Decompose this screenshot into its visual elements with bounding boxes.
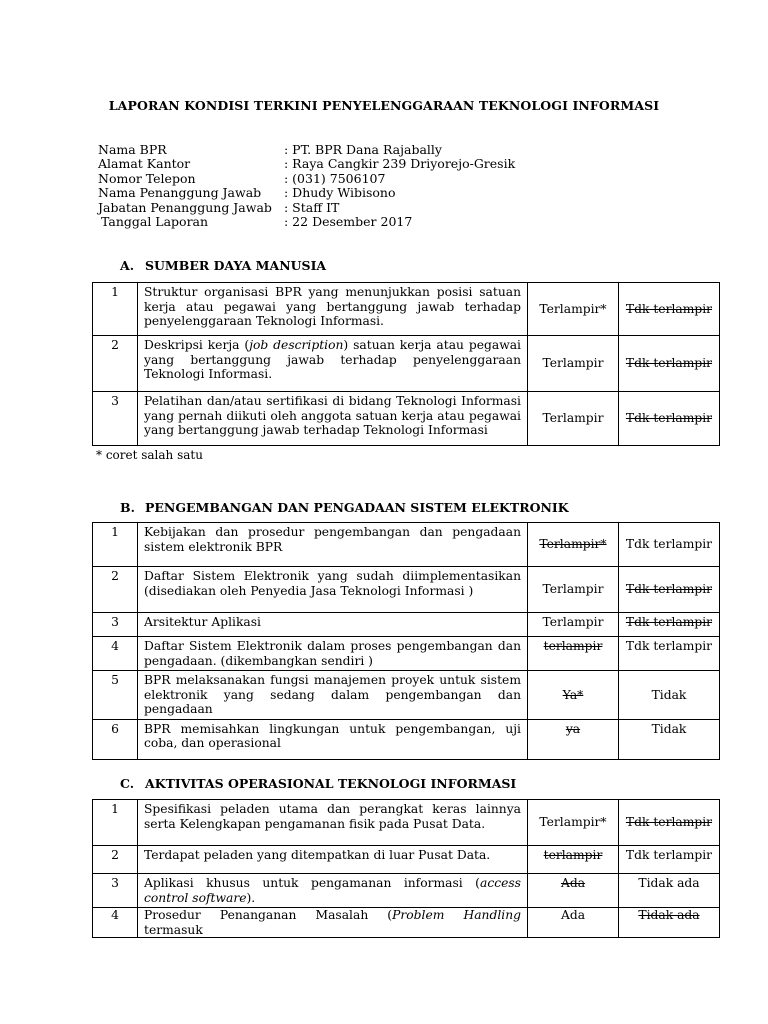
- row-description: Pelatihan dan/atau sertifikasi di bidang Teknologi Informasi yang pernah diikuti oleh anggota satuan kerja atau pegawai yang bertanggung jawab terhadap Teknologi Informasi: [138, 392, 528, 446]
- footnote: * coret salah satu: [96, 448, 203, 462]
- section-b-heading: B. PENGEMBANGAN DAN PENGADAAN SISTEM ELEKTRONIK: [120, 500, 569, 515]
- info-value: : (031) 7506107: [284, 170, 386, 186]
- table-row: [93, 874, 720, 908]
- row-description: Terdapat peladen yang ditempatkan di luar Pusat Data.: [138, 846, 528, 874]
- table-row: [93, 637, 720, 671]
- info-row-tanggal: [98, 215, 515, 229]
- bpr-info-block: [98, 143, 515, 229]
- table-row: [93, 908, 720, 938]
- section-b-table: [92, 522, 720, 760]
- table-row: [93, 846, 720, 874]
- option-not-attached: Tdk terlampir: [619, 336, 720, 392]
- table-row: [93, 613, 720, 637]
- option-attached: Terlampir*: [528, 283, 619, 336]
- option-yes: ya: [528, 719, 619, 759]
- info-value: : 22 Desember 2017: [284, 214, 413, 230]
- option-not-attached: Tdk terlampir: [619, 637, 720, 671]
- option-attached: Terlampir*: [528, 523, 619, 567]
- option-no: Tidak: [619, 671, 720, 720]
- option-not-attached: Tdk terlampir: [619, 613, 720, 637]
- row-description: BPR melaksanakan fungsi manajemen proyek untuk sistem elektronik yang sedang dalam pengembangan dan pengadaan: [138, 671, 528, 720]
- row-description: Prosedur Penanganan Masalah (Problem Handling termasuk: [138, 908, 528, 938]
- row-number: 4: [93, 637, 138, 671]
- table-row: [93, 567, 720, 613]
- option-not-available: Tidak ada: [619, 908, 720, 938]
- option-not-attached: Tdk terlampir: [619, 523, 720, 567]
- row-number: 6: [93, 719, 138, 759]
- table-row: [93, 336, 720, 392]
- option-not-attached: Tdk terlampir: [619, 846, 720, 874]
- table-row: [93, 523, 720, 567]
- info-label: Nomor Telepon: [98, 170, 196, 186]
- info-row-nama-bpr: [98, 143, 515, 157]
- info-label: Jabatan Penanggung Jawab: [98, 199, 272, 215]
- option-attached: Terlampir: [528, 336, 619, 392]
- row-number: 3: [93, 613, 138, 637]
- row-description: Deskripsi kerja (job description) satuan kerja atau pegawai yang bertanggung jawab terhadap penyelenggaraan Teknologi Informasi.: [138, 336, 528, 392]
- info-value: : PT. BPR Dana Rajabally: [284, 142, 442, 157]
- row-number: 1: [93, 523, 138, 567]
- section-c-heading: C. AKTIVITAS OPERASIONAL TEKNOLOGI INFORMASI: [120, 776, 517, 791]
- option-attached: terlampir: [528, 846, 619, 874]
- table-row: [93, 392, 720, 446]
- row-description: Aplikasi khusus untuk pengamanan informasi (access control software).: [138, 874, 528, 908]
- row-description: BPR memisahkan lingkungan untuk pengembangan, uji coba, dan operasional: [138, 719, 528, 759]
- option-not-attached: Tdk terlampir: [619, 800, 720, 846]
- section-a-table: [92, 282, 720, 446]
- info-row-penanggung-jawab: [98, 186, 515, 200]
- row-description: Arsitektur Aplikasi: [138, 613, 528, 637]
- option-attached: Terlampir: [528, 613, 619, 637]
- option-yes: Ya*: [528, 671, 619, 720]
- option-attached: terlampir: [528, 637, 619, 671]
- info-label: Alamat Kantor: [98, 156, 191, 172]
- info-row-telepon: [98, 172, 515, 186]
- document-title: LAPORAN KONDISI TERKINI PENYELENGGARAAN TEKNOLOGI INFORMASI: [108, 98, 660, 113]
- row-number: 5: [93, 671, 138, 720]
- row-number: 1: [93, 283, 138, 336]
- info-row-alamat: [98, 157, 515, 171]
- option-available: Ada: [528, 874, 619, 908]
- option-attached: Terlampir: [528, 392, 619, 446]
- info-label: Nama BPR: [98, 142, 167, 157]
- table-row: [93, 671, 720, 720]
- row-description: Daftar Sistem Elektronik yang sudah diimplementasikan (disediakan oleh Penyedia Jasa Teknologi Informasi ): [138, 567, 528, 613]
- row-description: Kebijakan dan prosedur pengembangan dan pengadaan sistem elektronik BPR: [138, 523, 528, 567]
- row-number: 2: [93, 846, 138, 874]
- row-number: 1: [93, 800, 138, 846]
- row-description: Daftar Sistem Elektronik dalam proses pengembangan dan pengadaan. (dikembangkan sendiri ): [138, 637, 528, 671]
- row-number: 3: [93, 392, 138, 446]
- info-value: : Dhudy Wibisono: [284, 185, 396, 201]
- info-value: : Raya Cangkir 239 Driyorejo-Gresik: [284, 156, 516, 172]
- section-c-table: [92, 799, 720, 938]
- option-no: Tidak: [619, 719, 720, 759]
- row-number: 3: [93, 874, 138, 908]
- row-description: Struktur organisasi BPR yang menunjukkan posisi satuan kerja atau pegawai yang bertanggung jawab terhadap penyelenggaraan Teknologi Informasi.: [138, 283, 528, 336]
- row-number: 4: [93, 908, 138, 938]
- option-not-available: Tidak ada: [619, 874, 720, 908]
- table-row: [93, 283, 720, 336]
- row-number: 2: [93, 336, 138, 392]
- option-available: Ada: [528, 908, 619, 938]
- row-number: 2: [93, 567, 138, 613]
- info-label: Tanggal Laporan: [101, 214, 209, 230]
- info-row-jabatan: [98, 201, 515, 215]
- option-not-attached: Tdk terlampir: [619, 392, 720, 446]
- row-description: Spesifikasi peladen utama dan perangkat keras lainnya serta Kelengkapan pengamanan fisik pada Pusat Data.: [138, 800, 528, 846]
- info-label: Nama Penanggung Jawab: [98, 185, 262, 201]
- option-not-attached: Tdk terlampir: [619, 567, 720, 613]
- option-attached: Terlampir: [528, 567, 619, 613]
- table-row: [93, 800, 720, 846]
- info-value: : Staff IT: [284, 199, 340, 215]
- section-a-heading: A. SUMBER DAYA MANUSIA: [120, 258, 327, 273]
- option-not-attached: Tdk terlampir: [619, 283, 720, 336]
- table-row: [93, 719, 720, 759]
- option-attached: Terlampir*: [528, 800, 619, 846]
